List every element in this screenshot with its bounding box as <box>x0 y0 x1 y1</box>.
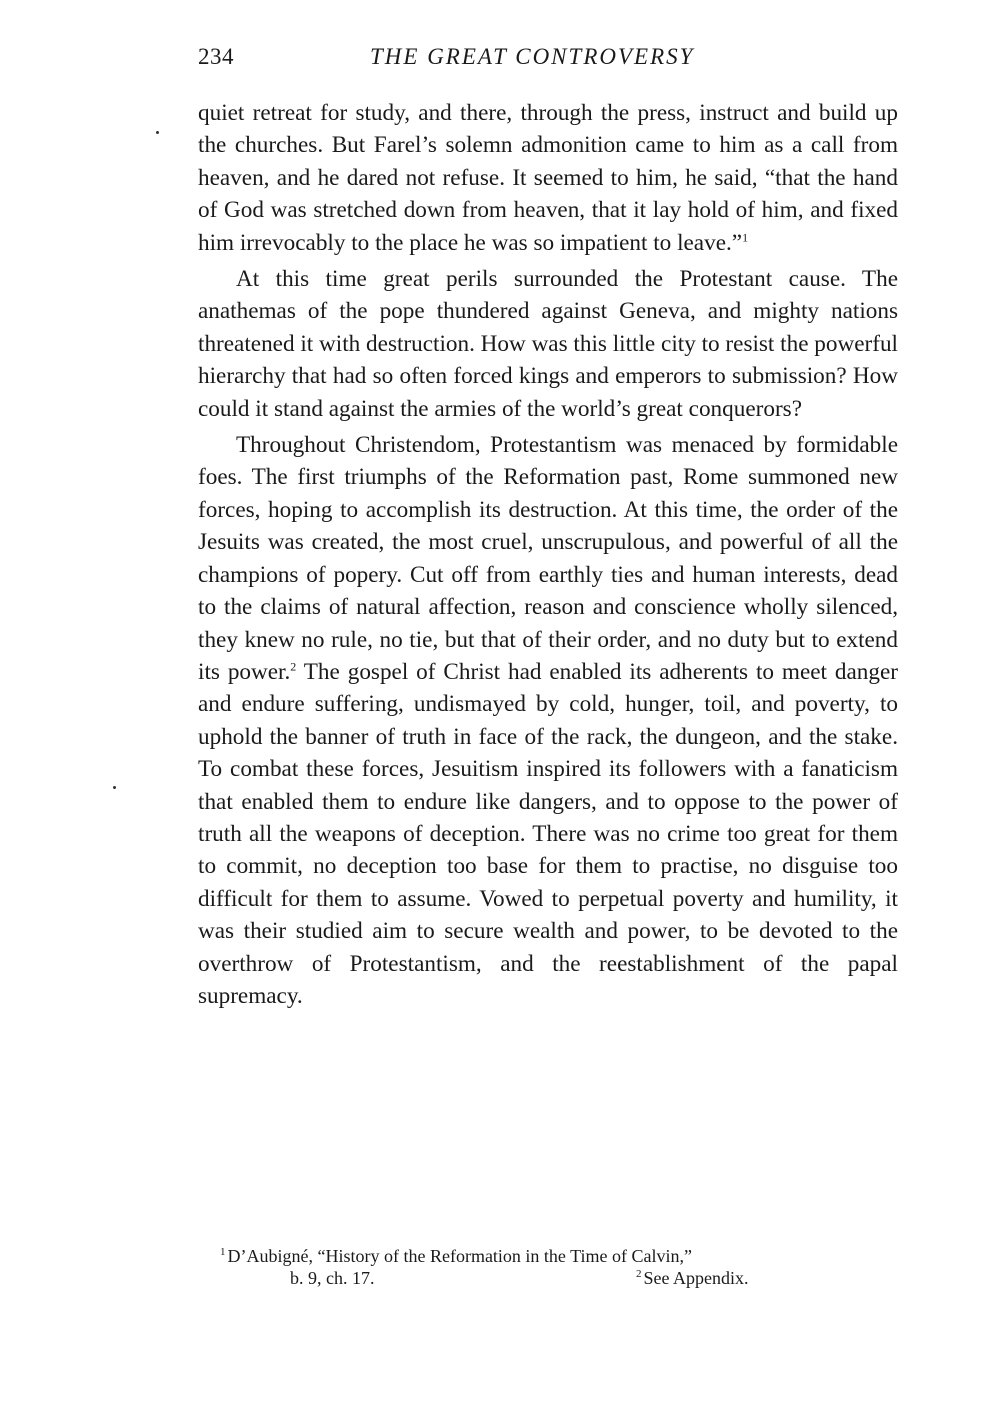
footnote-line-2 <box>198 1267 898 1289</box>
footnote-1-text: D’Aubigné, “History of the Reformation in the Time of Calvin,” <box>227 1246 692 1266</box>
footnote-2-mark: 2 <box>636 1268 642 1280</box>
paragraph-3-text-a: Throughout Christendom, Protestantism was menaced by formidable foes. The first triumphs of the Reformation past, Rome summoned new forces, hoping to accomplish its destruction. At this time, the order of the Jesuits was created, the most cruel, unscrupulous, and powerful of all the champions of popery. Cut off from earthly ties and human interests, dead to the claims of natural affection, reason and conscience wholly silenced, they knew no rule, no tie, but that of their order, and no duty but to extend its power. <box>198 432 898 685</box>
paragraph-2 <box>198 263 898 425</box>
paragraph-2-text: At this time great perils surrounded the Protestant cause. The anathemas of the pope thundered against Geneva, and mighty nations threatened it with destruction. How was this little city to resist the powerful hierarchy that had so often forced kings and emperors to submission? How could it stand against the armies of the world’s great conquerors? <box>198 266 898 422</box>
ink-speck <box>156 131 159 134</box>
page-number: 234 <box>198 44 234 69</box>
paragraph-3-text-b: The gospel of Christ had enabled its adherents to meet danger and endure suffering, undismayed by cold, hunger, toil, and poverty, to uphold the banner of truth in face of the rack, the dungeon, and the stake. To combat these forces, Jesuitism inspired its followers with a fanaticism that enabled them to endure like dangers, and to oppose to the power of truth all the weapons of deception. There was no crime too great for them to commit, no deception too base for them to practise, no disguise too difficult for them to assume. Vowed to perpetual poverty and humility, it was their studied aim to secure wealth and power, to be devoted to the overthrow of Protestantism, and the reestablishment of the papal supremacy. <box>198 658 898 1009</box>
footnote-2-text: See Appendix. <box>643 1268 749 1288</box>
paragraph-1-text: quiet retreat for study, and there, through the press, instruct and build up the churches. But Farel’s solemn admonition came to him as a call from heaven, and he dared not refuse. It seemed to him, he said, “that the hand of God was stretched down from heaven, that it lay hold of him, and fixed him irrevocably to the place he was so impatient to leave.” <box>198 100 898 256</box>
running-header <box>198 44 898 78</box>
ink-speck <box>113 786 116 789</box>
paragraph-1 <box>198 97 898 259</box>
footnote-reference-1: 1 <box>742 229 749 244</box>
footnote-1 <box>198 1245 898 1267</box>
paragraph-3 <box>198 429 898 1012</box>
body-text <box>198 97 898 1016</box>
footnotes <box>198 1245 898 1289</box>
footnote-reference-2: 2 <box>290 659 297 674</box>
footnote-1-mark: 1 <box>220 1246 226 1258</box>
footnote-2 <box>636 1267 749 1289</box>
footnote-1-continuation: b. 9, ch. 17. <box>290 1268 375 1288</box>
running-title: THE GREAT CONTROVERSY <box>370 44 695 69</box>
